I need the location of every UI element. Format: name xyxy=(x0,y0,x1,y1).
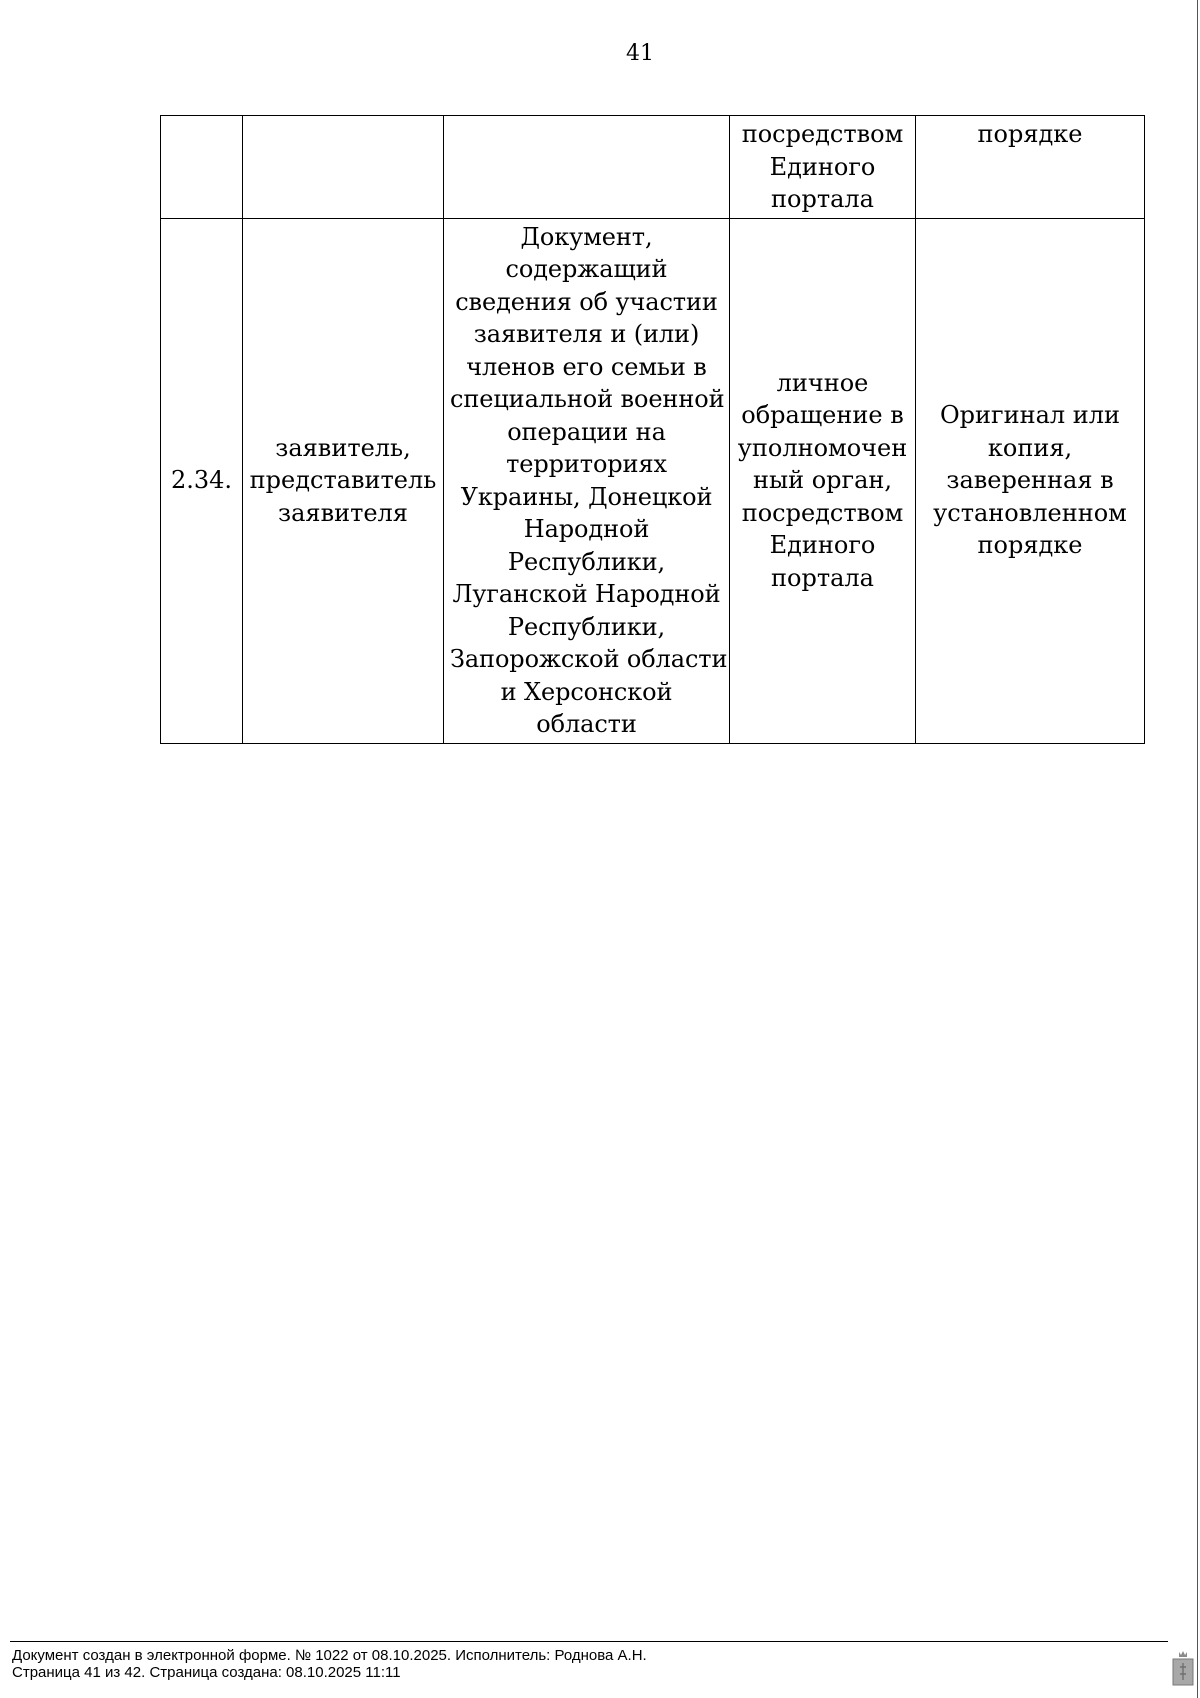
text-line: Республики, xyxy=(507,547,666,576)
text-line: заявитель, xyxy=(275,433,411,462)
text-line: заявителя xyxy=(278,498,408,527)
page-number: 41 xyxy=(626,41,654,66)
text-line: представитель xyxy=(249,466,437,495)
cell-submission-method xyxy=(730,218,916,743)
cell-document-empty xyxy=(444,116,730,219)
footer-line-page-info: Страница 41 из 42. Страница создана: 08.10.2025 11:11 xyxy=(12,1664,401,1681)
cell-submission-continued xyxy=(730,116,916,219)
cell-form-continued xyxy=(916,116,1145,219)
text-line: установленном xyxy=(933,498,1127,527)
table-row-2-34 xyxy=(161,218,1145,743)
footer xyxy=(12,1647,647,1681)
cell-number-empty xyxy=(161,116,243,219)
cell-row-number: 2.34. xyxy=(161,218,243,743)
footer-divider xyxy=(10,1641,1168,1642)
text-line: Единого xyxy=(769,152,876,181)
text-line: содержащий xyxy=(505,255,668,283)
text-line: Оригинал или xyxy=(939,401,1121,430)
cell-applicant xyxy=(243,218,444,743)
text-line: посредством xyxy=(741,498,904,527)
text-line: Единого xyxy=(769,531,876,560)
table-row-continued xyxy=(161,116,1145,219)
text-line: уполномочен xyxy=(737,433,908,462)
text-line: Народной xyxy=(523,515,650,543)
text-line: посредством xyxy=(741,120,904,148)
cell-document-form xyxy=(916,218,1145,743)
cell-applicant-empty xyxy=(243,116,444,219)
text-line: членов его семьи в xyxy=(466,352,707,381)
text-line: области xyxy=(536,710,637,738)
text-line: Запорожской области xyxy=(450,645,728,673)
text-line: Республики, xyxy=(507,612,666,641)
text-line: сведения об участии xyxy=(455,287,718,316)
text-line: порядке xyxy=(977,531,1083,560)
text-line: Украины, Донецкой xyxy=(460,482,713,511)
footer-line-document-info: Документ создан в электронной форме. № 1022 от 08.10.2025. Исполнитель: Роднова А.Н. xyxy=(12,1647,647,1664)
text-line: операции на xyxy=(507,417,666,446)
text-line: и Херсонской xyxy=(500,677,673,706)
text-line: заявителя и (или) xyxy=(473,320,700,348)
text-line: копия, xyxy=(987,433,1073,462)
text-line: ный орган, xyxy=(752,466,893,495)
text-line: портала xyxy=(771,185,874,213)
text-line: территориях xyxy=(506,450,667,478)
text-line: заверенная в xyxy=(946,466,1114,495)
requirements-table xyxy=(160,115,1145,744)
text-line: личное xyxy=(776,368,869,397)
text-line: Документ, xyxy=(520,222,653,251)
text-line: порядке xyxy=(977,120,1083,148)
cell-document xyxy=(444,218,730,743)
page-edge xyxy=(1197,0,1198,1698)
coat-of-arms-icon xyxy=(1172,1650,1194,1686)
text-line: портала xyxy=(771,563,874,592)
text-line: Луганской Народной xyxy=(452,580,721,608)
text-line: обращение в xyxy=(741,401,904,430)
text-line: специальной военной xyxy=(450,385,725,413)
